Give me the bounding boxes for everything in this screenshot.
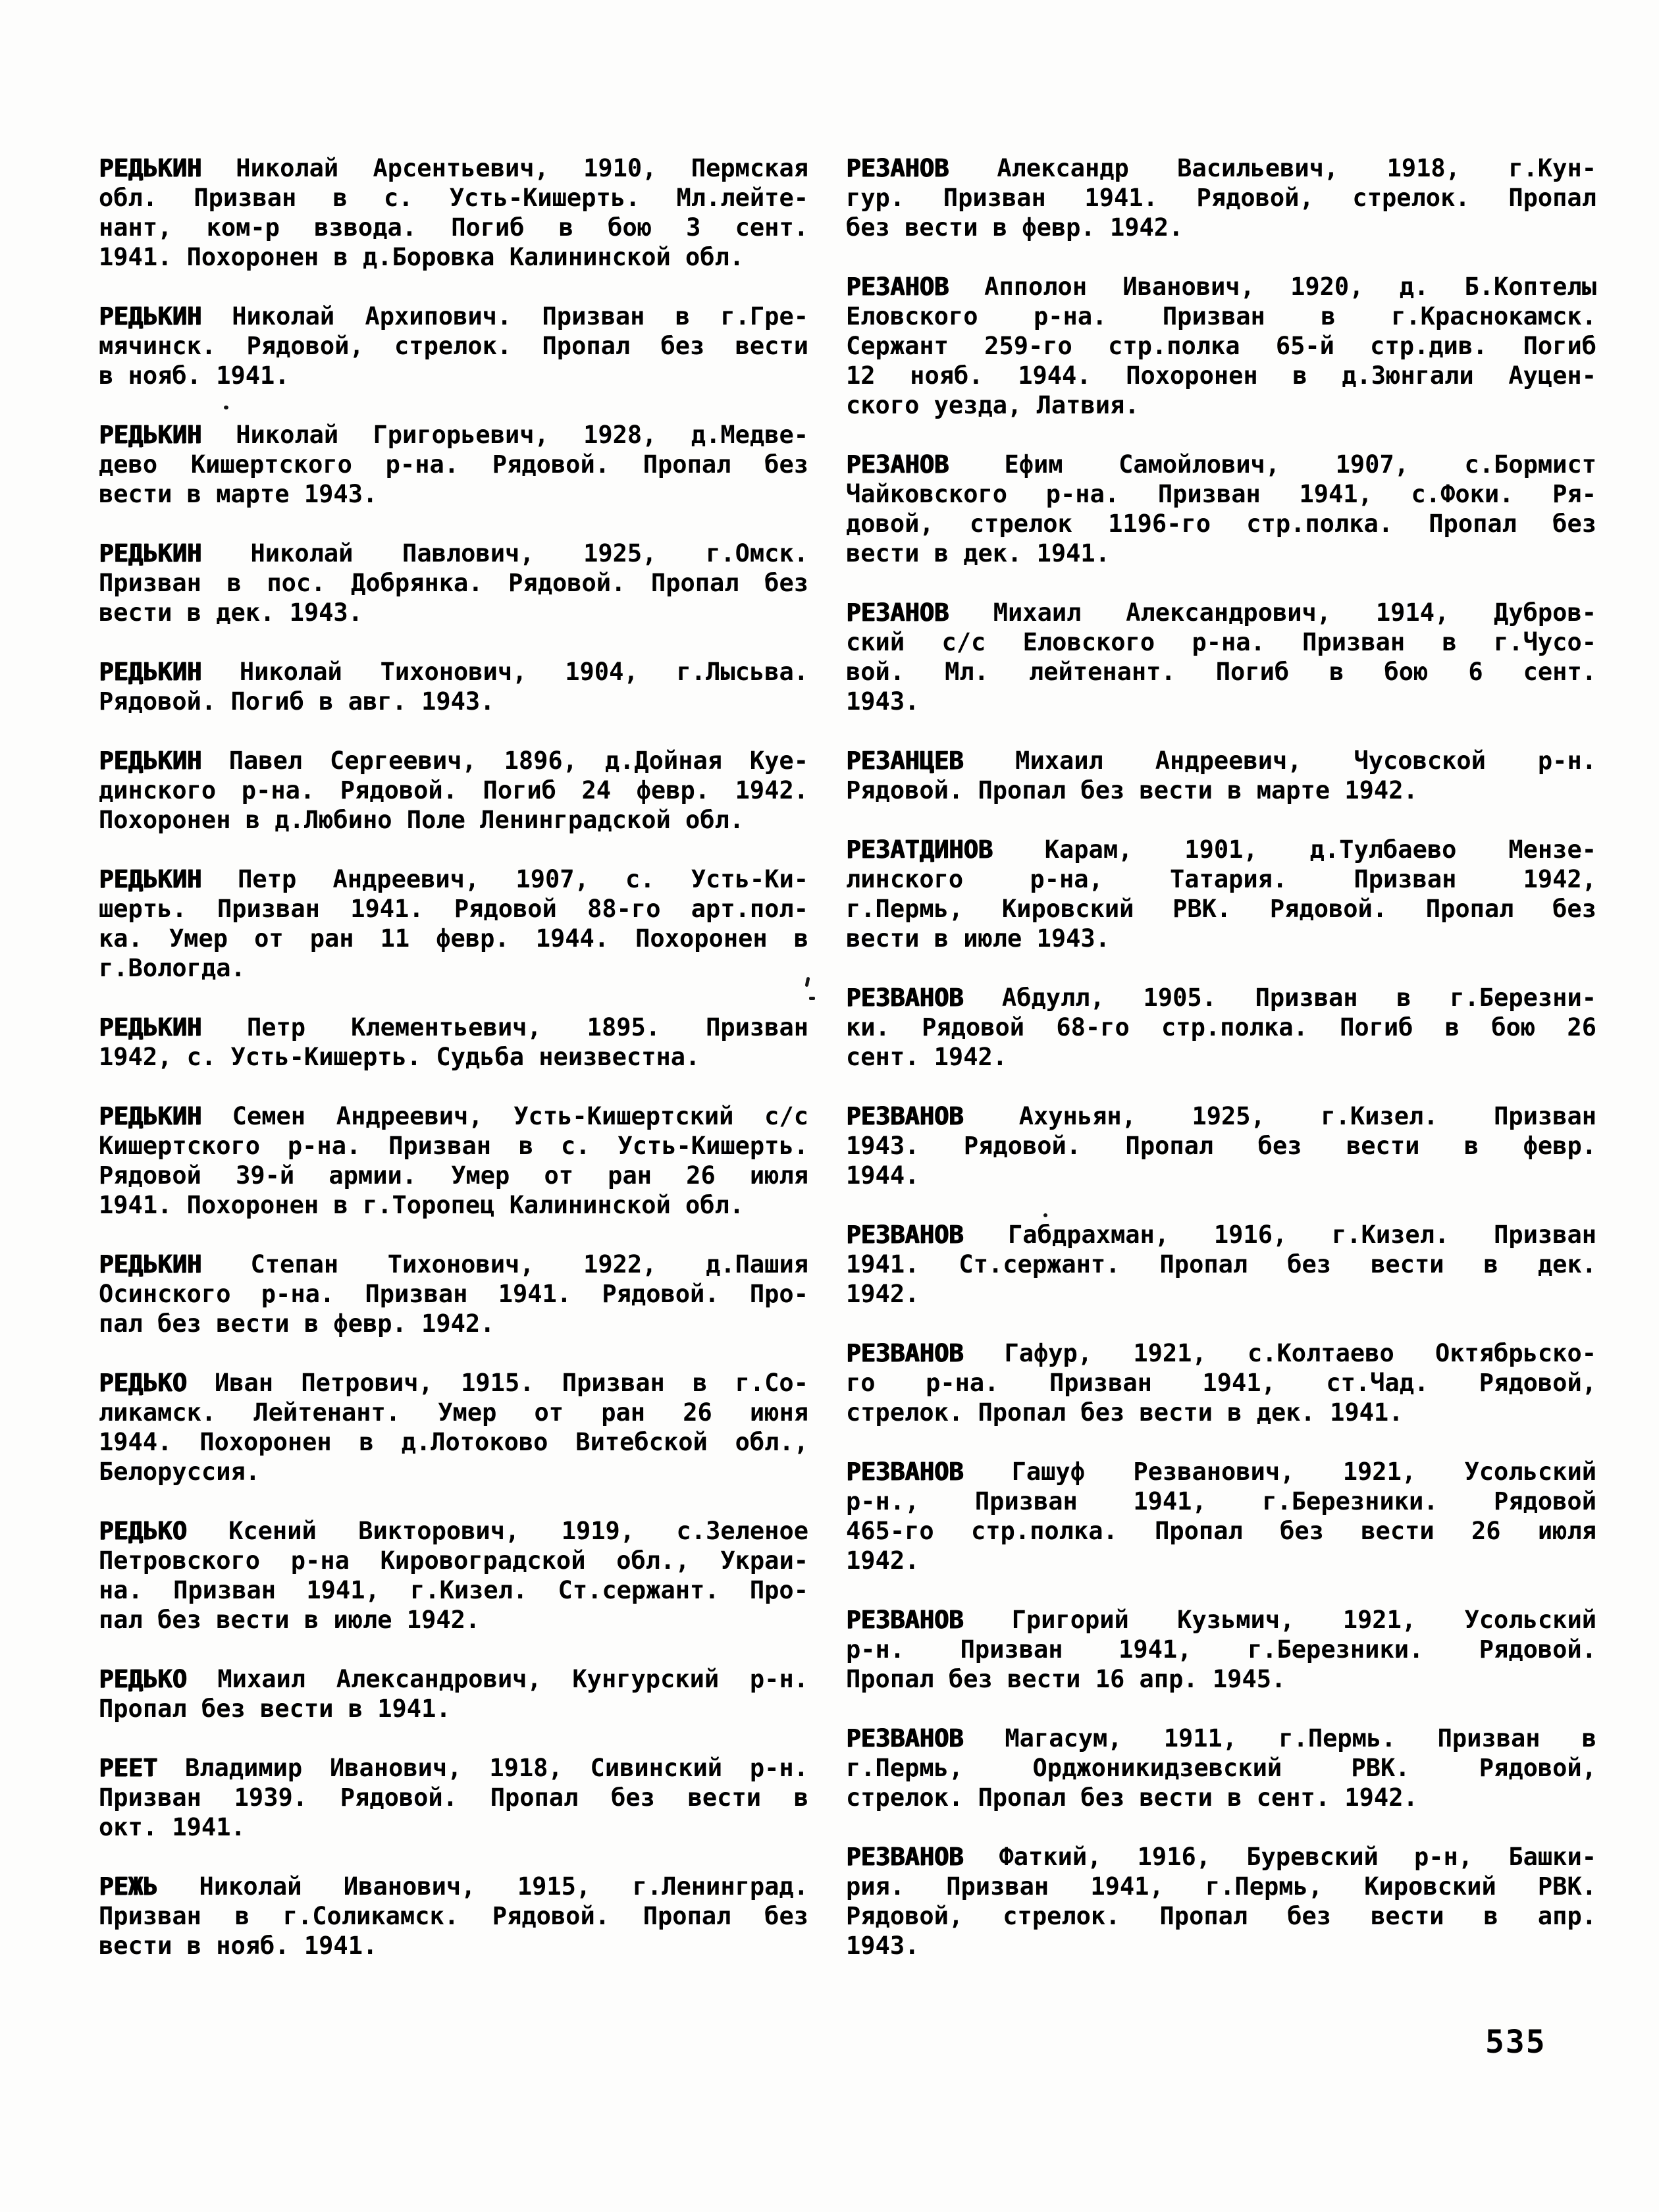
entry-line: РЕЗАНОВ Александр Васильевич, 1918, г.Кун- — [846, 154, 1596, 182]
entry-line: РЕЗВАНОВ Абдулл, 1905. Призван в г.Березни- — [846, 984, 1596, 1012]
entry-line: пал без вести в июле 1942. — [99, 1606, 481, 1634]
scan-speck — [809, 997, 815, 1000]
memorial-entry — [846, 835, 1596, 953]
memorial-entry — [99, 864, 808, 983]
entry-line: вести в нояб. 1941. — [99, 1932, 378, 1960]
entry-line: 1941. Похоронен в д.Боровка Калининской обл. — [99, 243, 745, 271]
entry-line: г.Пермь, Орджоникидзевский РВК. Рядовой, — [846, 1754, 1596, 1782]
entry-surname: РЕДЬКО — [99, 1665, 187, 1693]
entry-surname: РЕЗАНЦЕВ — [846, 747, 964, 775]
entry-surname: РЕЗВАНОВ — [846, 1724, 964, 1752]
entry-line: сент. 1942. — [846, 1043, 1008, 1071]
entry-line: стрелок. Пропал без вести в дек. 1941. — [846, 1398, 1404, 1427]
entry-line: Белоруссия. — [99, 1458, 261, 1486]
entry-surname: РЕЗВАНОВ — [846, 1458, 964, 1486]
entry-line: Призван в пос. Добрянка. Рядовой. Пропал без — [99, 569, 808, 597]
entry-line: пал без вести в февр. 1942. — [99, 1309, 495, 1338]
entry-line: вести в дек. 1943. — [99, 598, 363, 627]
memorial-entry — [846, 1605, 1596, 1694]
entry-line: Призван в г.Соликамск. Рядовой. Пропал без — [99, 1902, 808, 1930]
entry-line: РЕДЬКИН Николай Арсентьевич, 1910, Пермская — [99, 154, 808, 182]
memorial-entry — [846, 746, 1596, 805]
memorial-entry — [846, 1101, 1596, 1190]
entry-line: ки. Рядовой 68-го стр.полка. Погиб в бою 26 — [846, 1013, 1596, 1041]
entry-surname: РЕДЬКИН — [99, 1102, 201, 1130]
entry-surname: РЕЕТ — [99, 1754, 158, 1782]
memorial-entry — [846, 450, 1596, 568]
entry-line: Сержант 259-го стр.полка 65-й стр.див. Погиб — [846, 332, 1596, 360]
entry-line: рия. Призван 1941, г.Пермь, Кировский РВК. — [846, 1872, 1596, 1901]
memorial-entry — [99, 746, 808, 835]
entry-line: Рядовой, стрелок. Пропал без вести в апр. — [846, 1902, 1596, 1930]
entry-line: Пропал без вести 16 апр. 1945. — [846, 1665, 1286, 1693]
entry-line: РЕЗВАНОВ Магасум, 1911, г.Пермь. Призван в — [846, 1724, 1596, 1752]
entry-line: 1942, с. Усть-Кишерть. Судьба неизвестна. — [99, 1043, 700, 1071]
entry-line: без вести в февр. 1942. — [846, 213, 1184, 242]
memorial-entry — [846, 153, 1596, 242]
memorial-entry — [99, 1013, 808, 1072]
entry-line: РЕДЬКИН Николай Архипович. Призван в г.Гре- — [99, 302, 808, 330]
entry-line: 1944. — [846, 1161, 920, 1190]
entry-surname: РЕДЬКИН — [99, 154, 201, 182]
entry-line: ского уезда, Латвия. — [846, 391, 1140, 419]
entry-line: РЕДЬКИН Николай Павлович, 1925, г.Омск. — [99, 539, 808, 567]
entry-line: Еловского р-на. Призван в г.Краснокамск. — [846, 302, 1596, 330]
entry-line: вести в дек. 1941. — [846, 539, 1110, 567]
entry-line: РЕДЬКИН Николай Григорьевич, 1928, д.Медве- — [99, 421, 808, 449]
entry-line: р-н. Призван 1941, г.Березники. Рядовой. — [846, 1635, 1596, 1664]
memorial-entry — [99, 1664, 808, 1724]
entry-surname: РЕЗВАНОВ — [846, 1221, 964, 1249]
memorial-entry — [846, 1220, 1596, 1309]
entry-line: линского р-на, Татария. Призван 1942, — [846, 865, 1596, 893]
entry-line: 1944. Похоронен в д.Лотоково Витебской обл., — [99, 1428, 808, 1456]
column-left — [99, 153, 808, 1961]
entry-line: нант, ком-р взвода. Погиб в бою 3 сент. — [99, 213, 808, 242]
memorial-entry — [99, 1250, 808, 1338]
memorial-entry — [99, 302, 808, 390]
entry-surname: РЕЗАНОВ — [846, 598, 949, 627]
memorial-entry — [99, 1753, 808, 1842]
entry-line: РЕЗВАНОВ Фаткий, 1916, Буревский р-н, Башки- — [846, 1843, 1596, 1871]
entry-line: Чайковского р-на. Призван 1941, с.Фоки. Ря- — [846, 480, 1596, 508]
page-number: 535 — [1485, 2024, 1546, 2061]
entry-line: Рядовой. Погиб в авг. 1943. — [99, 687, 495, 716]
entry-surname: РЕЗВАНОВ — [846, 1339, 964, 1367]
memorial-entry — [846, 272, 1596, 420]
entry-surname: РЕЗВАНОВ — [846, 1102, 964, 1130]
entry-line: РЕЗВАНОВ Гашуф Резванович, 1921, Усольский — [846, 1458, 1596, 1486]
entry-line: г.Пермь, Кировский РВК. Рядовой. Пропал без — [846, 895, 1596, 923]
entry-line: Похоронен в д.Любино Поле Ленинградской обл. — [99, 806, 745, 834]
entry-line: г.Вологда. — [99, 954, 246, 982]
entry-line: дево Кишертского р-на. Рядовой. Пропал без — [99, 450, 808, 479]
entry-line: РЕЗАНОВ Апполон Иванович, 1920, д. Б.Коптелы — [846, 273, 1596, 301]
entry-surname: РЕДЬКИН — [99, 421, 201, 449]
entry-line: ликамск. Лейтенант. Умер от ран 26 июня — [99, 1398, 808, 1427]
entry-line: РЕДЬКО Михаил Александрович, Кунгурский р-н. — [99, 1665, 808, 1693]
entry-line: гур. Призван 1941. Рядовой, стрелок. Пропал — [846, 184, 1596, 212]
entry-surname: РЕЗАНОВ — [846, 450, 949, 479]
entry-line: го р-на. Призван 1941, ст.Чад. Рядовой, — [846, 1369, 1596, 1397]
column-right — [846, 153, 1596, 1961]
entry-line: РЕЗВАНОВ Ахуньян, 1925, г.Кизел. Призван — [846, 1102, 1596, 1130]
entry-surname: РЕЗАТДИНОВ — [846, 835, 993, 864]
entry-line: окт. 1941. — [99, 1813, 246, 1841]
entry-line: 1941. Ст.сержант. Пропал без вести в дек. — [846, 1250, 1596, 1278]
entry-line: Кишертского р-на. Призван в с. Усть-Кишерть. — [99, 1132, 808, 1160]
entry-line: РЕЗАНОВ Ефим Самойлович, 1907, с.Бормист — [846, 450, 1596, 479]
entry-line: динского р-на. Рядовой. Погиб 24 февр. 1942. — [99, 776, 808, 804]
entry-line: РЕЗАНЦЕВ Михаил Андреевич, Чусовской р-н. — [846, 747, 1596, 775]
entry-line: довой, стрелок 1196-го стр.полка. Пропал без — [846, 510, 1596, 538]
entry-surname: РЕДЬКИН — [99, 1250, 201, 1278]
entry-line: стрелок. Пропал без вести в сент. 1942. — [846, 1783, 1418, 1812]
entry-line: Петровского р-на Кировоградской обл., Украи- — [99, 1546, 808, 1575]
entry-line: РЕЗАНОВ Михаил Александрович, 1914, Дубров- — [846, 598, 1596, 627]
entry-surname: РЕЗАНОВ — [846, 273, 949, 301]
entry-surname: РЕДЬКО — [99, 1369, 187, 1397]
memorial-entry — [846, 1338, 1596, 1427]
entry-line: 1941. Похоронен в г.Торопец Калининской обл. — [99, 1191, 745, 1219]
entry-line: 1943. — [846, 687, 920, 716]
entry-surname: РЕДЬКИН — [99, 302, 201, 330]
memorial-entry — [846, 983, 1596, 1072]
entry-line: ский с/с Еловского р-на. Призван в г.Чусо- — [846, 628, 1596, 656]
memorial-entry — [99, 1368, 808, 1487]
entry-line: Осинского р-на. Призван 1941. Рядовой. Про- — [99, 1280, 808, 1308]
memorial-entry — [99, 153, 808, 272]
entry-line: ка. Умер от ран 11 февр. 1944. Похоронен в — [99, 924, 808, 953]
entry-line: РЕЗАТДИНОВ Карам, 1901, д.Тулбаево Мензе- — [846, 835, 1596, 864]
entry-surname: РЕДЬКИН — [99, 658, 201, 686]
memorial-entry — [846, 1724, 1596, 1812]
entry-surname: РЕДЬКИН — [99, 539, 201, 567]
entry-line: 1943. — [846, 1932, 920, 1960]
entry-line: РЕДЬКО Ксений Викторович, 1919, с.Зеленое — [99, 1517, 808, 1545]
entry-line: Рядовой. Пропал без вести в марте 1942. — [846, 776, 1418, 804]
entry-line: РЕДЬКИН Степан Тихонович, 1922, д.Пашия — [99, 1250, 808, 1278]
entry-line: мячинск. Рядовой, стрелок. Пропал без вести — [99, 332, 808, 360]
memorial-entry — [99, 1516, 808, 1635]
entry-surname: РЕЖЬ — [99, 1872, 158, 1901]
entry-surname: РЕЗВАНОВ — [846, 1606, 964, 1634]
entry-line: шерть. Призван 1941. Рядовой 88-го арт.пол- — [99, 895, 808, 923]
entry-line: Призван 1939. Рядовой. Пропал без вести в — [99, 1783, 808, 1812]
entry-line: РЕЗВАНОВ Григорий Кузьмич, 1921, Усольский — [846, 1606, 1596, 1634]
entry-line: в нояб. 1941. — [99, 361, 290, 390]
entry-line: 1942. — [846, 1546, 920, 1575]
entry-line: РЕДЬКИН Петр Клементьевич, 1895. Призван — [99, 1013, 808, 1041]
entry-line: РЕЗВАНОВ Габдрахман, 1916, г.Кизел. Призван — [846, 1221, 1596, 1249]
text-columns — [99, 153, 1596, 1961]
entry-line: РЕЗВАНОВ Гафур, 1921, с.Колтаево Октябрьско- — [846, 1339, 1596, 1367]
entry-line: на. Призван 1941, г.Кизел. Ст.сержант. Про- — [99, 1576, 808, 1604]
memorial-entry — [99, 1872, 808, 1961]
entry-line: РЕДЬКИН Павел Сергеевич, 1896, д.Дойная Куе- — [99, 747, 808, 775]
entry-surname: РЕДЬКИН — [99, 747, 201, 775]
entry-line: 1943. Рядовой. Пропал без вести в февр. — [846, 1132, 1596, 1160]
entry-line: обл. Призван в с. Усть-Кишерть. Мл.лейте- — [99, 184, 808, 212]
entry-surname: РЕДЬКИН — [99, 865, 201, 893]
entry-line: р-н., Призван 1941, г.Березники. Рядовой — [846, 1487, 1596, 1515]
entry-line: Пропал без вести в 1941. — [99, 1695, 451, 1723]
entry-line: Рядовой 39-й армии. Умер от ран 26 июля — [99, 1161, 808, 1190]
entry-surname: РЕЗАНОВ — [846, 154, 949, 182]
scan-speck — [1043, 1213, 1047, 1217]
entry-line: вести в марте 1943. — [99, 480, 378, 508]
entry-line: РЕДЬКО Иван Петрович, 1915. Призван в г.Со- — [99, 1369, 808, 1397]
memorial-entry — [99, 1101, 808, 1220]
entry-line: 1942. — [846, 1280, 920, 1308]
memorial-entry — [99, 657, 808, 716]
entry-surname: РЕДЬКИН — [99, 1013, 201, 1041]
memorial-entry — [846, 1842, 1596, 1961]
entry-line: РЕДЬКИН Николай Тихонович, 1904, г.Лысьва. — [99, 658, 808, 686]
entry-line: 12 нояб. 1944. Похоронен в д.Зюнгали Ауцен- — [846, 361, 1596, 390]
entry-surname: РЕЗВАНОВ — [846, 1843, 964, 1871]
memorial-entry — [846, 1457, 1596, 1575]
memorial-entry — [99, 539, 808, 627]
entry-line: РЕДЬКИН Семен Андреевич, Усть-Кишертский с/с — [99, 1102, 808, 1130]
entry-line: 465-го стр.полка. Пропал без вести 26 июля — [846, 1517, 1596, 1545]
entry-line: РЕЕТ Владимир Иванович, 1918, Сивинский р-н. — [99, 1754, 808, 1782]
entry-line: РЕЖЬ Николай Иванович, 1915, г.Ленинград. — [99, 1872, 808, 1901]
scan-speck — [224, 406, 228, 409]
entry-line: вести в июле 1943. — [846, 924, 1110, 953]
entry-surname: РЕЗВАНОВ — [846, 984, 964, 1012]
entry-line: РЕДЬКИН Петр Андреевич, 1907, с. Усть-Ки- — [99, 865, 808, 893]
entry-line: вой. Мл. лейтенант. Погиб в бою 6 сент. — [846, 658, 1596, 686]
entry-surname: РЕДЬКО — [99, 1517, 187, 1545]
memorial-entry — [99, 420, 808, 509]
memorial-entry — [846, 598, 1596, 716]
